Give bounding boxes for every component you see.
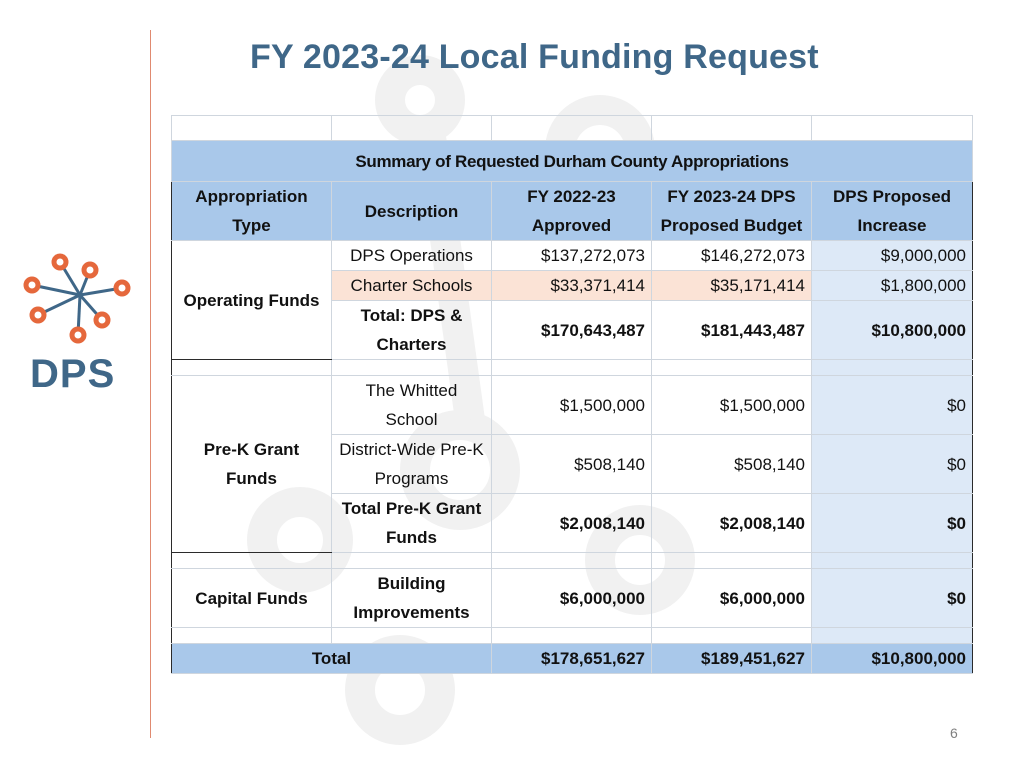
fy2223-cell: $137,272,073 bbox=[492, 241, 652, 271]
description-cell: Charter Schools bbox=[332, 271, 492, 301]
table-heading: Summary of Requested Durham County Appropriations bbox=[172, 141, 973, 182]
fy2324-cell: $181,443,487 bbox=[652, 301, 812, 360]
increase-cell: $0 bbox=[812, 376, 973, 435]
fy2324-cell: $508,140 bbox=[652, 435, 812, 494]
col-header-type: Appropriation Type bbox=[172, 182, 332, 241]
fy2223-cell: $508,140 bbox=[492, 435, 652, 494]
spacer-row bbox=[172, 628, 973, 644]
description-cell: Total: DPS & Charters bbox=[332, 301, 492, 360]
fy2223-cell: $6,000,000 bbox=[492, 569, 652, 628]
table-row bbox=[172, 241, 973, 271]
divider-line bbox=[150, 30, 151, 738]
dps-logo-text: DPS bbox=[30, 352, 116, 396]
description-cell: District-Wide Pre-K Programs bbox=[332, 435, 492, 494]
col-header-fy2324: FY 2023-24 DPS Proposed Budget bbox=[652, 182, 812, 241]
fy2324-cell: $189,451,627 bbox=[652, 644, 812, 674]
description-cell: Building Improvements bbox=[332, 569, 492, 628]
fy2324-cell: $1,500,000 bbox=[652, 376, 812, 435]
increase-cell: $0 bbox=[812, 494, 973, 553]
operating-type-label: Operating Funds bbox=[172, 241, 332, 360]
grand-total-row bbox=[172, 644, 973, 674]
column-header-row bbox=[172, 182, 973, 241]
capital-type-label: Capital Funds bbox=[172, 569, 332, 628]
col-header-increase: DPS Proposed Increase bbox=[812, 182, 973, 241]
fy2223-cell: $2,008,140 bbox=[492, 494, 652, 553]
table-row bbox=[172, 569, 973, 628]
col-header-fy2223: FY 2022-23 Approved bbox=[492, 182, 652, 241]
page-title: FY 2023-24 Local Funding Request bbox=[250, 38, 819, 76]
increase-cell: $9,000,000 bbox=[812, 241, 973, 271]
col-header-description: Description bbox=[332, 182, 492, 241]
description-cell: DPS Operations bbox=[332, 241, 492, 271]
fy2324-cell: $35,171,414 bbox=[652, 271, 812, 301]
fy2223-cell: $178,651,627 bbox=[492, 644, 652, 674]
description-cell: The Whitted School bbox=[332, 376, 492, 435]
appropriations-table bbox=[171, 115, 973, 674]
description-cell: Total Pre-K Grant Funds bbox=[332, 494, 492, 553]
grand-total-label: Total bbox=[172, 644, 492, 674]
increase-cell: $0 bbox=[812, 569, 973, 628]
page-number: 6 bbox=[950, 725, 958, 741]
table-top-spacer bbox=[172, 116, 973, 141]
fy2324-cell: $6,000,000 bbox=[652, 569, 812, 628]
prek-type-label: Pre-K Grant Funds bbox=[172, 376, 332, 553]
fy2223-cell: $1,500,000 bbox=[492, 376, 652, 435]
increase-cell: $10,800,000 bbox=[812, 644, 973, 674]
increase-cell: $1,800,000 bbox=[812, 271, 973, 301]
table-row bbox=[172, 376, 973, 435]
spacer-row bbox=[172, 553, 973, 569]
increase-cell: $10,800,000 bbox=[812, 301, 973, 360]
fy2223-cell: $170,643,487 bbox=[492, 301, 652, 360]
spacer-row bbox=[172, 360, 973, 376]
fy2223-cell: $33,371,414 bbox=[492, 271, 652, 301]
fy2324-cell: $2,008,140 bbox=[652, 494, 812, 553]
fy2324-cell: $146,272,073 bbox=[652, 241, 812, 271]
table-heading-row bbox=[172, 141, 973, 182]
increase-cell: $0 bbox=[812, 435, 973, 494]
